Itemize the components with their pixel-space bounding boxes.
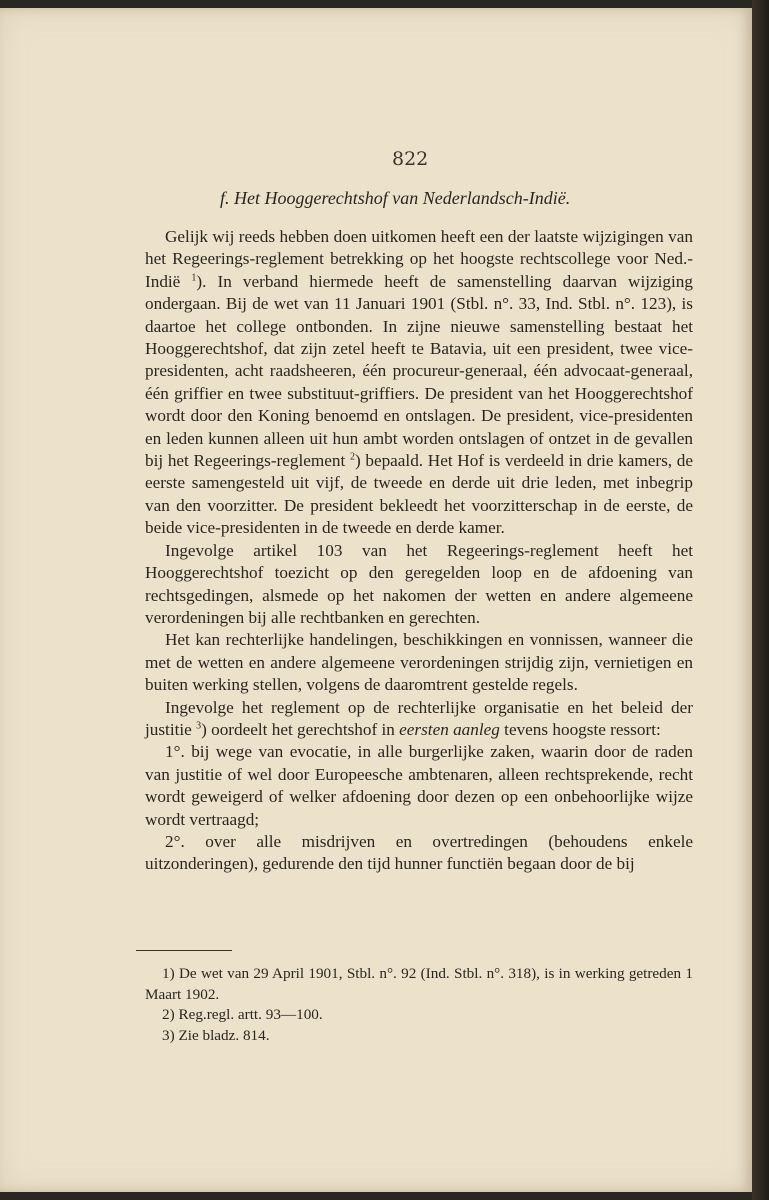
paragraph [145, 226, 693, 540]
footnote: 3) Zie bladz. 814. [162, 1026, 270, 1044]
paragraph-text: Ingevolge het reglement op de rechterlijke organisatie en het beleid der justitie [145, 697, 693, 739]
paragraph: 2°. over alle misdrijven en overtredingen (behoudens enkele uitzonderingen), gedurende den tijd hunner functiën begaan door de bij [145, 831, 693, 874]
section-title: f. Het Hooggerechtshof van Nederlandsch-Indië. [220, 188, 571, 208]
page-number: 822 [392, 148, 429, 170]
page-edge [752, 0, 769, 1200]
footnote-rule [136, 950, 232, 951]
footnote-ref: 2 [349, 451, 355, 463]
paragraph-text: ) bepaald. Het Hof is verdeeld in drie kamers, de eerste samengesteld uit vijf, de tweede en derde uit drie leden, met inbegrip van den voorzitter. De president bekleedt het voorzitterschap in de eerste, de beide vice-presidenten in de tweede en derde kamer. [145, 451, 693, 538]
paragraph-text: ). In verband hiermede heeft de samenstelling daarvan wijziging ondergaan. Bij de wet van 11 Januari 1901 (Stbl. n°. 33, Ind. Stbl. n°. 123), is daartoe het college ontbonden. In zijne nieuwe samenstelling bestaat het Hooggerechtshof, dat zijn zetel heeft te Batavia, uit een president, twee vice-presidenten, acht raadsheeren, één procureur-generaal, één advocaat-generaal, één griffier en twee substituut-griffiers. De president van het Hooggerechtshof wordt door den Koning benoemd en ontslagen. De president, vice-presidenten en leden kunnen alleen uit hun ambt worden ontslagen of ontzet in de gevallen bij het Regeerings-reglement [145, 271, 693, 471]
paragraph-text: tevens hoogste ressort: [499, 719, 661, 739]
paragraph: 1°. bij wege van evocatie, in alle burgerlijke zaken, waarin door de raden van justitie of wel door Europeesche ambtenaren, alleen rechtsprekende, recht wordt geweigerd of welker afdoening door dezen op een onbehoorlijke wijze wordt vertraagd; [145, 742, 693, 829]
footnote-ref: 1 [191, 272, 197, 284]
footnotes [145, 964, 693, 1046]
italic-phrase: eersten aanleg [399, 719, 500, 739]
paragraph: Ingevolge artikel 103 van het Regeerings-reglement heeft het Hooggerechtshof toezicht op den geregelden loop en de afdoening van rechtsgedingen, alsmede op het nakomen der wetten en andere algemeene verordeningen bij alle rechtbanken en gerechten. [145, 540, 693, 627]
paragraph-text: ) oordeelt het gerechtshof in [201, 719, 400, 739]
paragraph [145, 697, 693, 742]
footnote: 1) De wet van 29 April 1901, Stbl. n°. 92 (Ind. Stbl. n°. 318), is in werking getreden 1 Maart 1902. [145, 965, 693, 1003]
paragraph: Het kan rechterlijke handelingen, beschikkingen en vonnissen, wanneer die met de wetten en andere algemeene verordeningen strijdig zijn, vernietigen en buiten werking stellen, volgens de daaromtrent gestelde regels. [145, 630, 693, 695]
body-text [145, 226, 693, 876]
footnote: 2) Reg.regl. artt. 93—100. [162, 1006, 323, 1023]
book-page [0, 8, 752, 1192]
paragraph-text: Gelijk wij reeds hebben doen uitkomen heeft een der laatste wijzigingen van het Regeerings-reglement betrekking op het hoogste rechtscollege voor Ned.-Indië [145, 227, 693, 291]
footnote-ref: 3 [196, 720, 202, 732]
